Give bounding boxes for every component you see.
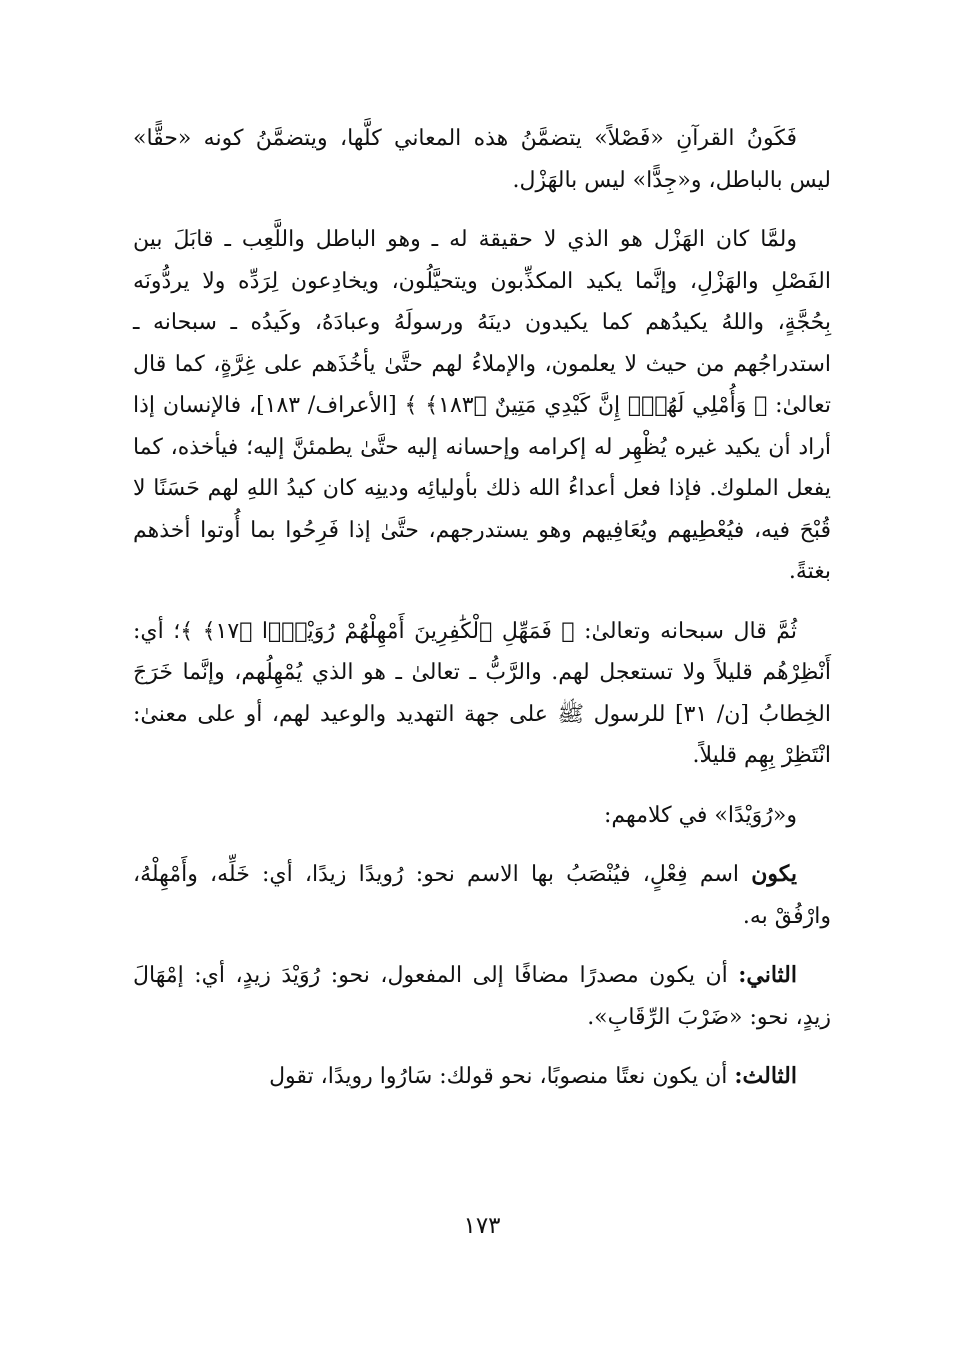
meaning-2 — [133, 955, 831, 1038]
section-heading: و«رُوَيْدًا» في كلامهم: — [604, 802, 797, 828]
meaning-3-text: أن يكون نعتًا منصوبًا، نحو قولك: سَارُوا رويدًا، تقول — [269, 1064, 735, 1089]
meaning-3-lead: الثالث: — [734, 1063, 797, 1089]
meaning-3 — [133, 1056, 831, 1098]
paragraph-2: ولمَّا كان الهَزْل هو الذي لا حقيقة له ـ وهو الباطل واللَّعِب ـ قابَلَ بين الفَصْلِ والهَزْلِ، وإنَّما يكيد المكذِّبون ويتحيَّلُون، ويخادِعون لِرَدِّه ولا يردُّونَه بِحُجَّةٍ، واللهُ يكيدُهم كما يكيدون دينَهُ ورسولَهُ وعبادَهُ، وكَيدُه ـ سبحانه ـ استدراجُهم من حيث لا يعلمون، والإملاءُ لهم حتَّىٰ يأخُذَهم على غِرَّةٍ، كما قال تعالىٰ: ﴿ وَأُمْلِي لَهُمْۚ إِنَّ كَيْدِي مَتِينٌ ﴿١٨٣﴾ ﴾ [الأعراف/ ١٨٣]، فالإنسان إذا أراد أن يكيد غيره يُظْهِر له إكرامه وإحسانه إليه حتَّىٰ يطمئنَّ إليه؛ فيأخذه، كما يفعل الملوك. فإذا فعل أعداءُ الله ذلك بأوليائِه ودينِه كان كيدُ اللهِ لهم حَسَنًا لا قُبْحَ فيه، فيُعْطِيهم ويُعَافِيهم وهو يستدرجهم، حتَّىٰ إذا فَرِحُوا بما أُوتوا أخذهم بغتةً. — [133, 227, 831, 584]
page-number: ١٧٣ — [463, 1213, 501, 1239]
document-page — [133, 118, 831, 1360]
paragraph-1: فَكَونُ القرآنِ «فَصْلاً» يتضمَّنُ هذه المعاني كلَّها، ويتضمَّنُ كونه «حقًّا» ليس بالباطل، و«جِدًّا» ليس بالهَزْل. — [133, 126, 831, 193]
meaning-1 — [133, 854, 831, 937]
paragraph-3: ثُمَّ قال سبحانه وتعالىٰ: ﴿ فَمَهِّلِ ٱلْكَٰفِرِينَ أَمْهِلْهُمْ رُوَيْدًۢا ﴿١٧﴾ ﴾؛ أي: أَنْظِرْهُم قليلاً ولا تستعجل لهم. والرَّبُّ ـ تعالىٰ ـ هو الذي يُمْهِلُهم، وإنَّما خَرَجَ الخِطابُ [ن/ ٣١] للرسول ﷺ على جهة التهديد والوعيد لهم، أو على معنىٰ: انْتَظِرْ بِهِم قليلاً. — [133, 618, 831, 768]
meaning-2-lead: الثاني: — [738, 962, 797, 988]
meaning-1-text: اسم فِعْلٍ، فيُنْصَبُ بها الاسم نحو: رُويدًا زيدًا، أي: خَلِّه، وأَمْهِلْهُ، وارْفُقْ به. — [133, 862, 831, 929]
meaning-2-text: أن يكون مصدرًا مضافًا إلى المفعول، نحو: رُوَيْدَ زيدٍ، أي: إمْهَالَ زيدٍ، نحو: «ضَرْبَ الرِّقَابِ». — [133, 963, 831, 1030]
meaning-1-lead: يكون — [751, 861, 797, 887]
